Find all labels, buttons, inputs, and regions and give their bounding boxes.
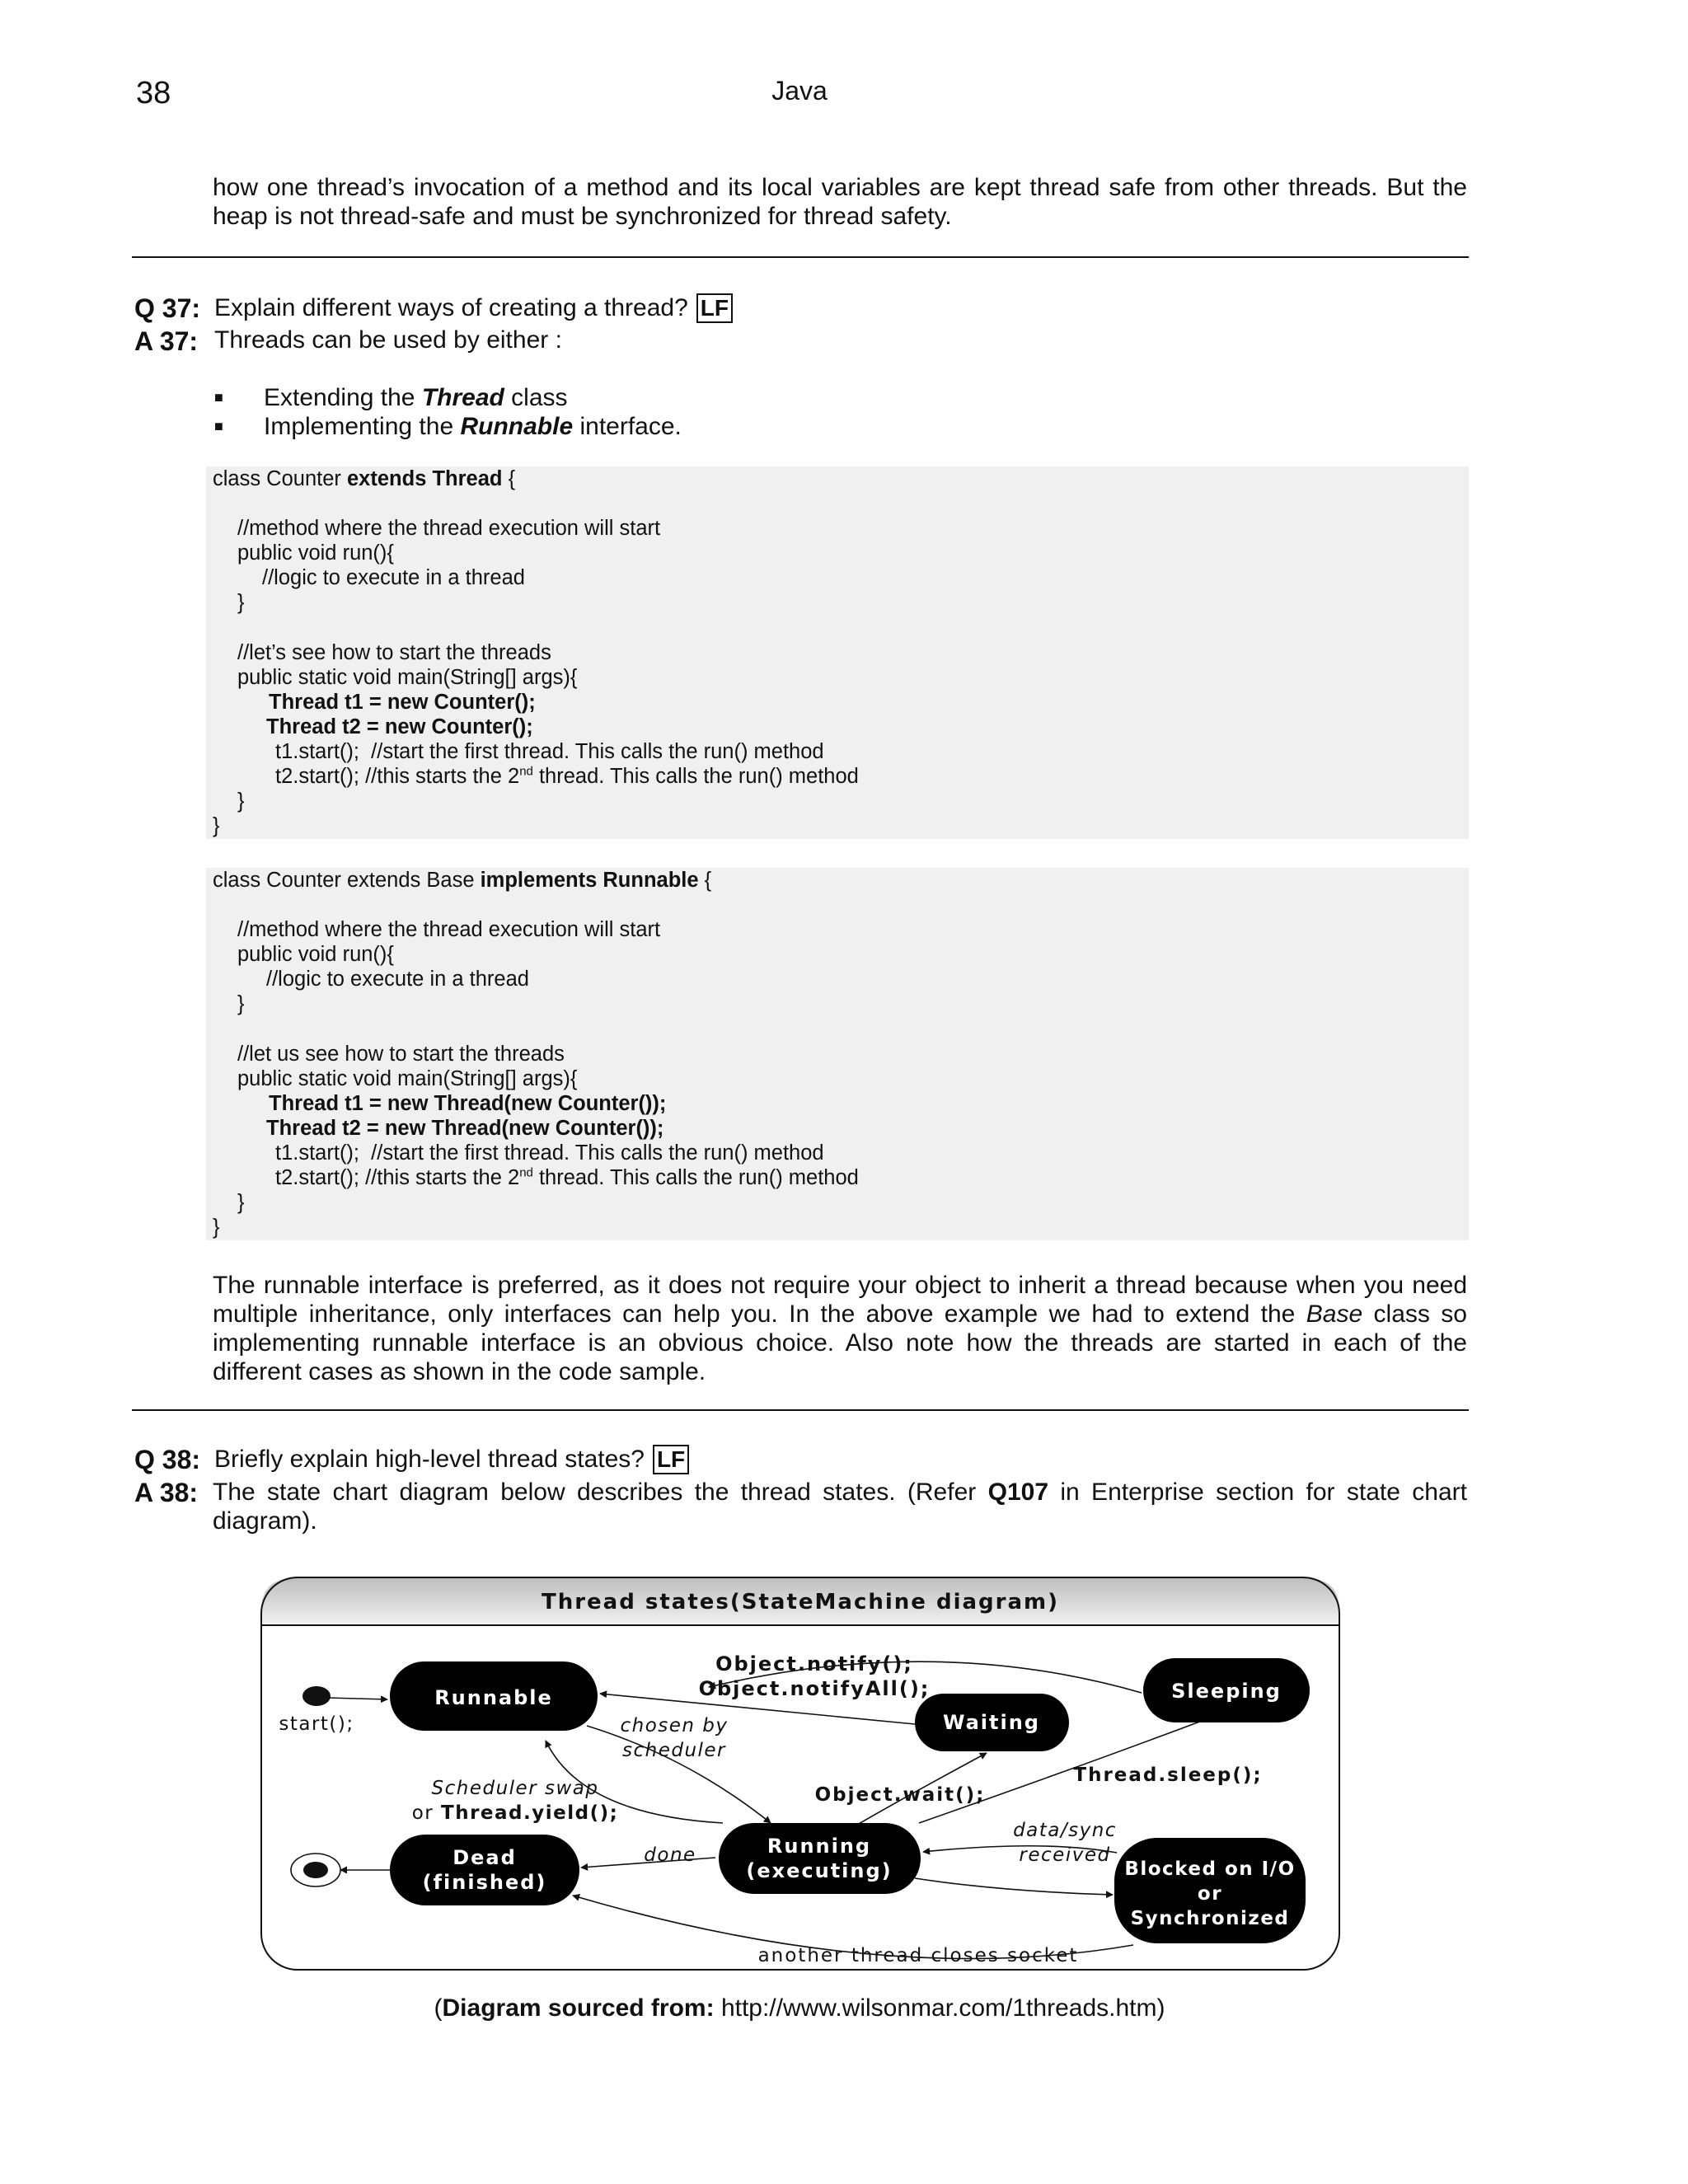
state-blocked-label-2: or xyxy=(1197,1883,1223,1905)
initial-state-node xyxy=(302,1686,331,1706)
state-dead-label: Dead xyxy=(452,1846,517,1869)
source-url: http://www.wilsonmar.com/1threads.htm xyxy=(720,1994,1157,2022)
state-running-sublabel: (executing) xyxy=(746,1859,893,1882)
state-runnable-label: Runnable xyxy=(434,1686,553,1709)
code-line: class Counter extends Base implements Runnable { xyxy=(213,869,712,892)
label-scheduler: scheduler xyxy=(621,1740,727,1761)
source-label: Diagram sourced from: xyxy=(442,1994,715,2022)
code-line: t2.start(); //this starts the 2nd thread. This calls the run() method xyxy=(275,1165,859,1189)
diagram-source-caption: (Diagram sourced from: http://www.wilsonmar.com/1threads.htm) xyxy=(434,1994,1165,2022)
code-line: t2.start(); //this starts the 2nd thread. This calls the run() method xyxy=(275,764,859,788)
thread-state-svg xyxy=(260,1576,1341,1971)
code-line: t1.start(); //start the first thread. This calls the run() method xyxy=(275,1141,824,1165)
code-line: public void run(){ xyxy=(237,943,394,966)
page-number: 38 xyxy=(136,76,171,110)
code-line: //logic to execute in a thread xyxy=(266,968,529,991)
state-blocked-label-1: Blocked on I/O xyxy=(1124,1858,1296,1880)
bullet-text: Extending the xyxy=(264,384,422,411)
code-line: } xyxy=(237,1191,245,1214)
label-thread-sleep: Thread.sleep(); xyxy=(1073,1765,1263,1786)
q37-label: Q 37: xyxy=(134,293,201,323)
list-item xyxy=(214,412,682,441)
label-object-wait: Object.wait(); xyxy=(814,1784,986,1806)
code-line: } xyxy=(237,992,245,1015)
code-line: //let’s see how to start the threads xyxy=(237,641,551,664)
q37-question xyxy=(214,293,733,323)
a37-label: A 37: xyxy=(134,326,199,356)
list-item xyxy=(214,383,682,412)
q38-question xyxy=(214,1445,689,1474)
label-notify: Object.notify(); xyxy=(715,1652,913,1675)
code-line: public void run(){ xyxy=(237,541,394,565)
bullet-text: Implementing the xyxy=(264,413,461,440)
intro-paragraph: how one thread’s invocation of a method and its local variables are kept thread safe from other threads. But the heap is not thread-safe and must be synchronized for thread safety. xyxy=(213,174,1467,230)
q38-question-text: Briefly explain high-level thread states? xyxy=(214,1446,645,1473)
label-received: received xyxy=(1019,1844,1111,1866)
code-line: } xyxy=(213,814,220,837)
code-line: Thread t2 = new Thread(new Counter()); xyxy=(266,1117,664,1140)
a38-label: A 38: xyxy=(134,1478,199,1507)
label-closes-socket: another thread closes socket xyxy=(757,1945,1079,1966)
label-scheduler-swap: Scheduler swap xyxy=(431,1778,599,1799)
code-line: //let us see how to start the threads xyxy=(237,1043,565,1066)
bullet-emphasis: Thread xyxy=(421,384,504,411)
state-dead-sublabel: (finished) xyxy=(422,1871,547,1894)
code-line: } xyxy=(237,591,245,614)
a38-answer: The state chart diagram below describes the thread states. (Refer Q107 in Enterprise section for state chart diagram). xyxy=(213,1479,1467,1535)
state-dead xyxy=(390,1835,579,1905)
code-block-thread xyxy=(206,466,1469,839)
label-notify-all: Object.notifyAll(); xyxy=(698,1677,931,1700)
a37-bullet-list xyxy=(214,383,682,441)
running-to-blocked-arrow xyxy=(915,1878,1113,1895)
label-thread-yield: or Thread.yield(); xyxy=(411,1802,619,1824)
section-divider xyxy=(132,1409,1469,1411)
state-blocked-label-3: Synchronized xyxy=(1130,1908,1290,1929)
state-running xyxy=(719,1823,921,1894)
label-done: done xyxy=(644,1844,696,1866)
code-line: public static void main(String[] args){ xyxy=(237,666,578,689)
code-line: } xyxy=(237,790,245,813)
start-arrow xyxy=(326,1698,387,1699)
q38-label: Q 38: xyxy=(134,1445,201,1474)
code-line: } xyxy=(213,1216,220,1239)
bullet-mark: ■ xyxy=(214,389,223,405)
code-line: //method where the thread execution will start xyxy=(237,918,661,941)
diagram-title: Thread states(StateMachine diagram) xyxy=(541,1590,1060,1615)
code-line: //method where the thread execution will start xyxy=(237,517,661,540)
bullet-mark: ■ xyxy=(214,418,223,434)
code-line: public static void main(String[] args){ xyxy=(237,1067,578,1090)
state-sleeping-label: Sleeping xyxy=(1171,1680,1282,1703)
state-running-label: Running xyxy=(767,1835,872,1858)
label-start: start(); xyxy=(279,1713,354,1735)
code-line: Thread t2 = new Counter(); xyxy=(266,715,533,738)
bullet-emphasis: Runnable xyxy=(460,413,574,440)
label-chosen-by: chosen by xyxy=(620,1715,729,1736)
bullet-text: class xyxy=(504,384,568,411)
code-line: //logic to execute in a thread xyxy=(262,566,525,589)
final-state-dot xyxy=(303,1862,328,1878)
section-divider xyxy=(132,256,1469,258)
code-line: Thread t1 = new Thread(new Counter()); xyxy=(269,1092,667,1115)
code-block-runnable xyxy=(206,868,1469,1240)
a37-conclusion: The runnable interface is preferred, as it does not require your object to inherit a thread because when you need multiple inheritance, only interfaces can help you. In the above example we had to extend the Base class so implementing runnable interface is an obvious choice. Also note how the threads are started in each of the different cases as shown in the code sample. xyxy=(213,1272,1467,1385)
label-data-sync: data/sync xyxy=(1013,1820,1117,1841)
q38-lf-tag: LF xyxy=(653,1445,689,1474)
q37-lf-tag: LF xyxy=(696,293,733,323)
running-title: Java xyxy=(771,76,828,105)
state-waiting-label: Waiting xyxy=(942,1711,1041,1734)
a37-intro: Threads can be used by either : xyxy=(214,326,562,354)
thread-state-diagram xyxy=(260,1576,1341,1971)
code-line: Thread t1 = new Counter(); xyxy=(269,691,536,714)
code-line: t1.start(); //start the first thread. This calls the run() method xyxy=(275,740,824,763)
q37-question-text: Explain different ways of creating a thread? xyxy=(214,294,688,321)
bullet-text: interface. xyxy=(573,413,682,440)
code-line: class Counter extends Thread { xyxy=(213,467,516,490)
